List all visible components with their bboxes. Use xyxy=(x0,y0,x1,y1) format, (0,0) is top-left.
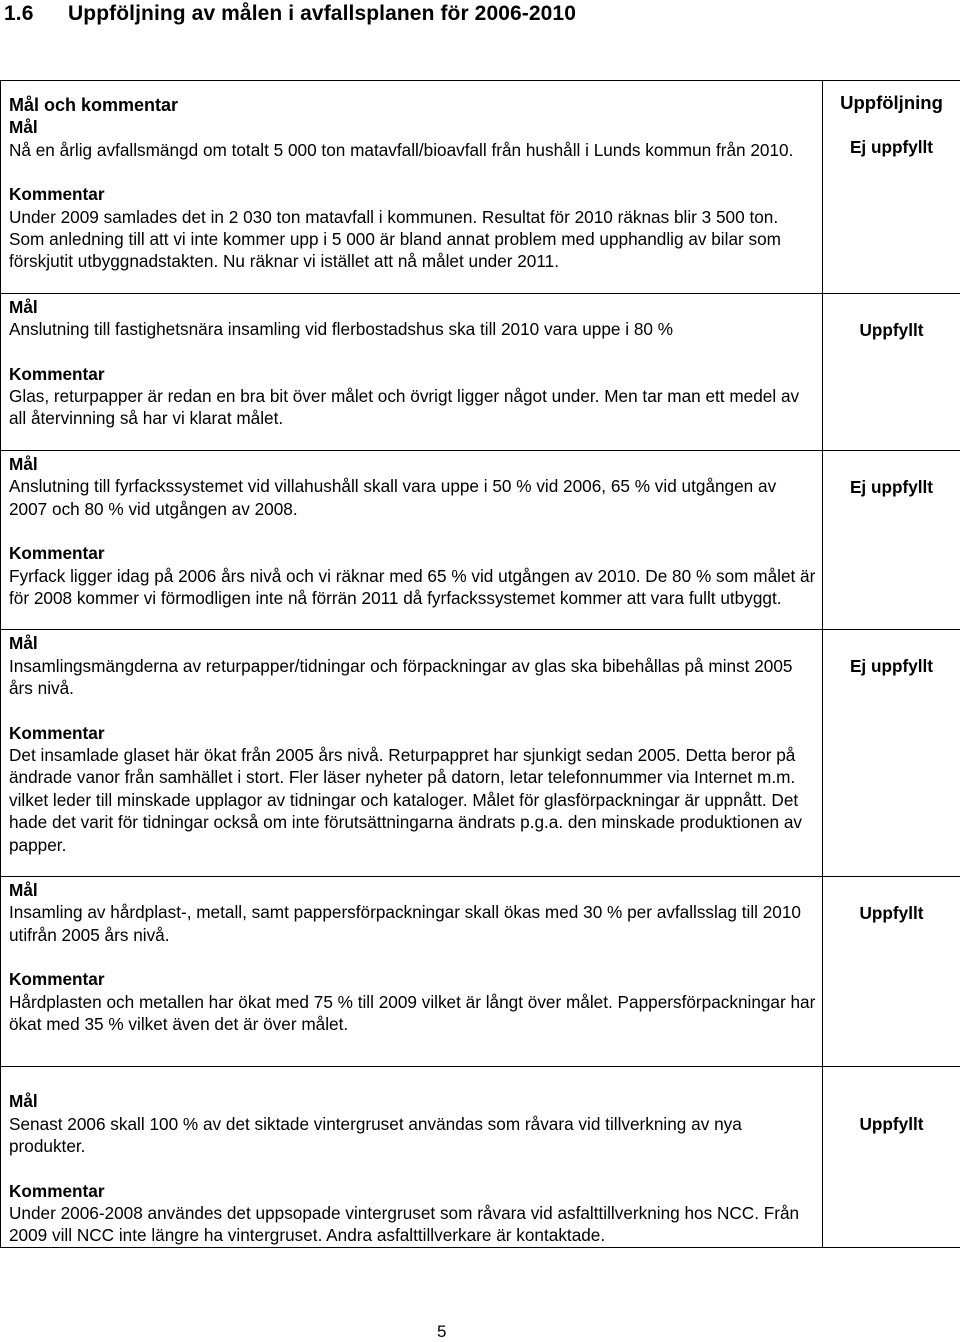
section-heading xyxy=(4,2,576,26)
comment-text: Under 2009 samlades det in 2 030 ton matavfall i kommunen. Resultat för 2010 räknas blir 3 500 ton. Som anledning till att vi inte kommer upp i 5 000 är bland annat problem med upphandlig av bilar som förskjutit utbyggnadstakten. Nu räknar vi istället att nå målet under 2011. xyxy=(9,206,816,273)
goal-label: Mål xyxy=(9,453,816,475)
table-row xyxy=(1,1067,960,1247)
column-header-followup: Uppföljning xyxy=(823,92,960,114)
status-text: Uppfyllt xyxy=(823,902,960,924)
comment-label: Kommentar xyxy=(9,1180,816,1202)
status-cell xyxy=(823,450,960,629)
status-text: Ej uppfyllt xyxy=(823,655,960,677)
goal-text: Anslutning till fastighetsnära insamling vid flerbostadshus ska till 2010 vara uppe i 80 % xyxy=(9,318,816,340)
section-title: Uppföljning av målen i avfallsplanen för 2006-2010 xyxy=(68,2,576,25)
status-cell xyxy=(823,630,960,877)
goal-label: Mål xyxy=(9,1090,816,1112)
status-text: Ej uppfyllt xyxy=(823,136,960,158)
comment-text: Glas, returpapper är redan en bra bit över målet och övrigt ligger något under. Men tar man ett medel av all återvinning så har vi klarat målet. xyxy=(9,385,816,430)
goal-label: Mål xyxy=(9,879,816,901)
comment-label: Kommentar xyxy=(9,722,816,744)
goals-table xyxy=(0,80,960,1248)
status-cell xyxy=(823,81,960,294)
goal-text: Insamlingsmängderna av returpapper/tidningar och förpackningar av glas ska bibehållas på minst 2005 års nivå. xyxy=(9,655,816,700)
goal-label: Mål xyxy=(9,116,816,138)
comment-label: Kommentar xyxy=(9,542,816,564)
status-cell xyxy=(823,293,960,450)
goal-text: Insamling av hårdplast-, metall, samt pappersförpackningar skall ökas med 30 % per avfallsslag till 2010 utifrån 2005 års nivå. xyxy=(9,901,816,946)
table-row xyxy=(1,81,960,294)
goal-text: Anslutning till fyrfackssystemet vid villahushåll skall vara uppe i 50 % vid 2006, 65 % vid utgången av 2007 och 80 % vid utgången av 2008. xyxy=(9,475,816,520)
status-cell xyxy=(823,1067,960,1247)
comment-text: Det insamlade glaset här ökat från 2005 års nivå. Returpappret har sjunkigt sedan 2005. Detta beror på ändrade vanor från samhället i stort. Fler läser nyheter på datorn, letar telefonnummer via Internet m.m. vilket leder till minskade upplagor av tidningar och kataloger. Målet för glasförpackningar är uppnått. Det hade det varit för tidningar också om inte förutsättningarna ändrats p.g.a. den minskade produktionen av papper. xyxy=(9,744,816,856)
table-row xyxy=(1,876,960,1066)
comment-label: Kommentar xyxy=(9,183,816,205)
comment-text: Under 2006-2008 användes det uppsopade vintergruset som råvara vid asfalttillverkning hos NCC. Från 2009 vill NCC inte längre ha vintergruset. Andra asfalttillverkare är kontaktade. xyxy=(9,1202,816,1247)
comment-text: Hårdplasten och metallen har ökat med 75 % till 2009 vilket är långt över målet. Pappersförpackningar har ökat med 35 % vilket även det är över målet. xyxy=(9,991,816,1036)
status-cell xyxy=(823,876,960,1066)
comment-label: Kommentar xyxy=(9,363,816,385)
page-number: 5 xyxy=(437,1322,446,1342)
table-row xyxy=(1,630,960,877)
section-number: 1.6 xyxy=(4,2,68,26)
table-row xyxy=(1,293,960,450)
goal-cell xyxy=(1,450,823,629)
comment-label: Kommentar xyxy=(9,968,816,990)
status-text: Uppfyllt xyxy=(823,1113,960,1135)
goal-text: Senast 2006 skall 100 % av det siktade vintergruset användas som råvara vid tillverkning av nya produkter. xyxy=(9,1113,816,1158)
status-text: Uppfyllt xyxy=(823,319,960,341)
goal-cell xyxy=(1,1067,823,1247)
goal-cell xyxy=(1,293,823,450)
status-text: Ej uppfyllt xyxy=(823,476,960,498)
goal-label: Mål xyxy=(9,296,816,318)
goal-cell xyxy=(1,630,823,877)
comment-text: Fyrfack ligger idag på 2006 års nivå och vi räknar med 65 % vid utgången av 2010. De 80 % som målet är för 2008 kommer vi förmodligen inte nå förrän 2011 då fyrfackssystemet kommer att vara fullt utbyggt. xyxy=(9,565,816,610)
table-row xyxy=(1,450,960,629)
column-header-goal-comment: Mål och kommentar xyxy=(9,94,816,116)
goal-label: Mål xyxy=(9,632,816,654)
goal-cell xyxy=(1,81,823,294)
goal-text: Nå en årlig avfallsmängd om totalt 5 000 ton matavfall/bioavfall från hushåll i Lunds kommun från 2010. xyxy=(9,139,816,161)
goal-cell xyxy=(1,876,823,1066)
